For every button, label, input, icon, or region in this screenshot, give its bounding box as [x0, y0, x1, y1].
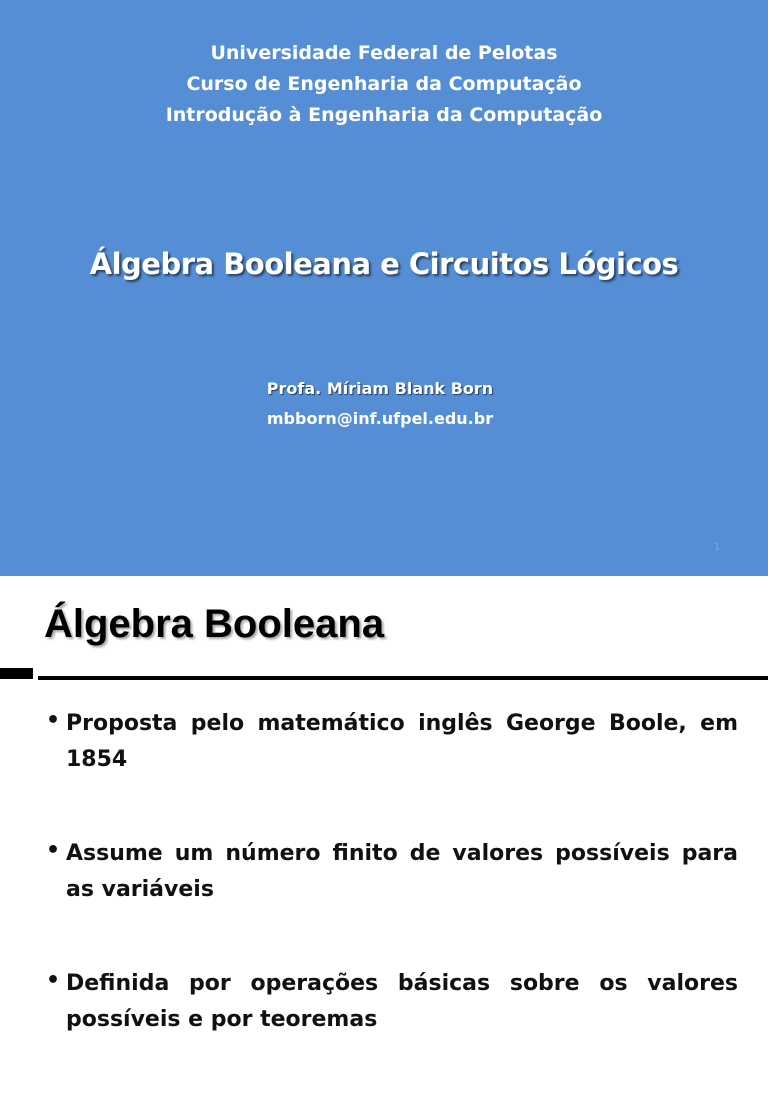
- bullet-dot-icon: •: [46, 838, 61, 863]
- bullet-dot-icon: •: [46, 968, 61, 993]
- bullet-text: Proposta pelo matemático inglês George Boole, em 1854: [66, 711, 738, 772]
- bullet-item: [46, 706, 738, 778]
- institution-header: [0, 38, 768, 131]
- university-name: Universidade Federal de Pelotas: [210, 42, 558, 64]
- slide-number: 1: [714, 542, 721, 553]
- author-name: Profa. Míriam Blank Born: [266, 379, 494, 398]
- bullet-text: Assume um número finito de valores possíveis para as variáveis: [66, 841, 738, 902]
- title-rule-line: [38, 676, 768, 680]
- bullet-text: Definida por operações básicas sobre os valores possíveis e por teoremas: [66, 971, 738, 1032]
- content-slide: [0, 576, 768, 1032]
- bullet-dot-icon: •: [46, 708, 61, 733]
- author-email: mbborn@inf.ufpel.edu.br: [266, 409, 494, 428]
- bullet-list: [46, 706, 738, 1096]
- bullet-item: [46, 966, 738, 1038]
- discipline-name: Introdução à Engenharia da Computação: [165, 104, 603, 126]
- title-rule-accent: [0, 668, 33, 679]
- bullet-item: [46, 836, 738, 908]
- course-name: Curso de Engenharia da Computação: [186, 73, 582, 95]
- presentation-title: Álgebra Booleana e Circuitos Lógicos: [89, 247, 679, 281]
- slide-title: Álgebra Booleana: [44, 602, 385, 646]
